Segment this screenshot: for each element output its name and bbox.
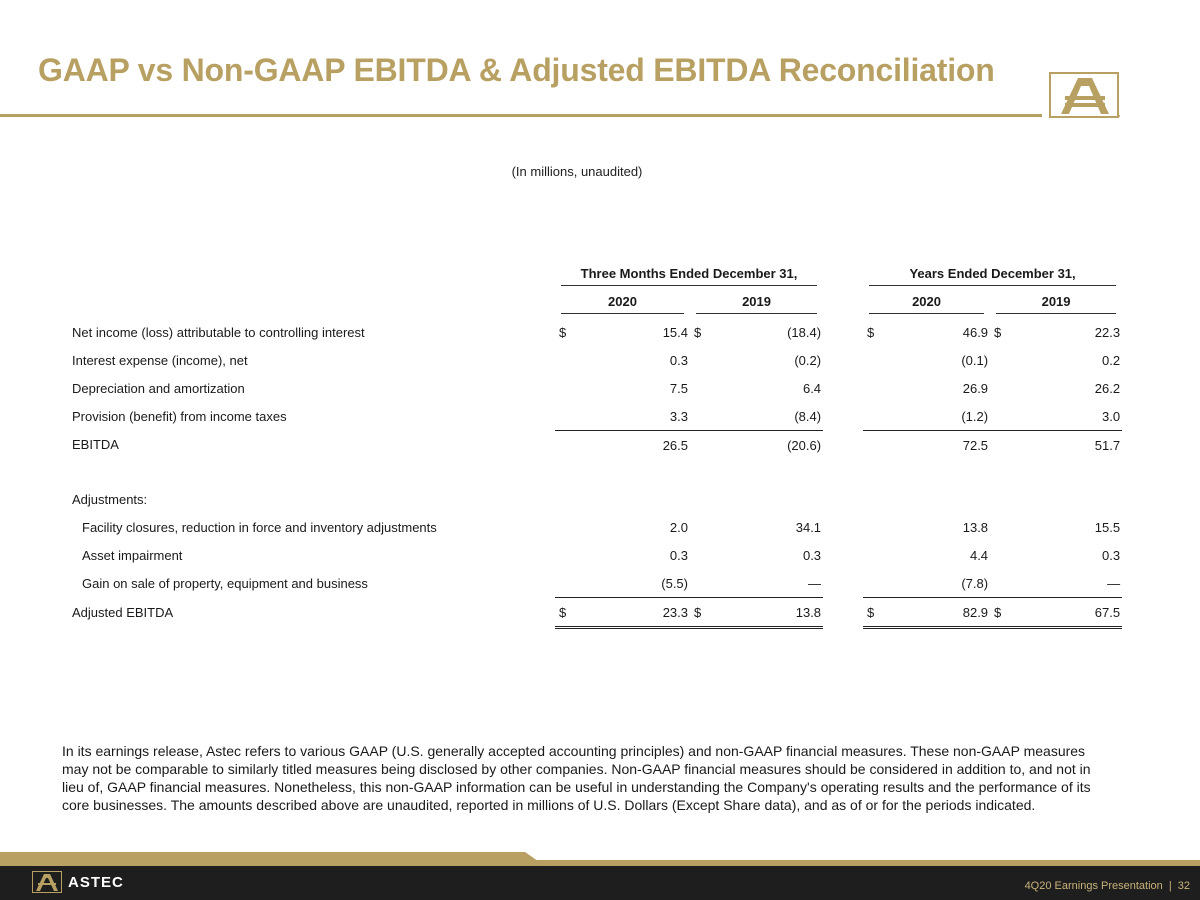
title-divider [0, 114, 1042, 117]
cell-value: 15.4 [662, 324, 688, 340]
cell-value: 0.3 [669, 352, 688, 368]
cell-value: 67.5 [1012, 598, 1122, 628]
currency-symbol: $ [867, 324, 875, 340]
year-header: 2020 [863, 290, 990, 318]
cell-value: 7.5 [669, 380, 688, 396]
year-header: 2020 [555, 290, 690, 318]
cell-value: 46.9 [962, 324, 989, 340]
row-label: Adjustments: [72, 491, 148, 507]
group-header-years: Years Ended December 31, [863, 262, 1122, 290]
cell-value: 51.7 [1094, 437, 1121, 453]
cell-value: 4.4 [969, 547, 989, 563]
cell-value: 82.9 [885, 598, 990, 628]
table-row-ebitda [62, 431, 1122, 460]
cell-value: 3.3 [577, 402, 690, 431]
table-row-section-heading [62, 485, 1122, 513]
cell-value: 0.3 [1101, 547, 1121, 563]
currency-symbol: $ [863, 598, 885, 628]
presentation-name: 4Q20 Earnings Presentation [1024, 880, 1163, 892]
cell-value: (0.1) [961, 352, 989, 368]
page-number: 32 [1177, 880, 1190, 892]
table-row [62, 569, 1122, 598]
cell-value: — [1012, 569, 1122, 598]
cell-value: 13.8 [962, 519, 989, 535]
footer-bar [0, 866, 1200, 900]
cell-value: — [712, 569, 823, 598]
footer-separator: | [1168, 880, 1172, 892]
currency-symbol: $ [690, 598, 712, 628]
row-label: Net income (loss) attributable to controlling interest [72, 324, 365, 340]
header-year-row [62, 290, 1122, 318]
currency-symbol: $ [994, 324, 1002, 340]
cell-value: 72.5 [962, 437, 989, 453]
astec-logo-icon [32, 871, 62, 893]
cell-value: 23.3 [577, 598, 690, 628]
cell-value: 0.3 [669, 547, 688, 563]
table-row [62, 513, 1122, 541]
spacer-row [62, 459, 1122, 485]
disclaimer-text: In its earnings release, Astec refers to various GAAP (U.S. generally accepted accounting principles) and non-GAAP financial measures. These non-GAAP measures may not be comparable to similarly titled measures being disclosed by other companies. Non-GAAP financial measures should be considered in addition to, and not in lieu of, GAAP financial measures. Nonetheless, this non-GAAP information can be useful in understanding the Company's operating results and the performance of its core businesses. The amounts described above are unaudited, reported in millions of U.S. Dollars (Except Share data), and as of or for the periods indicated. [62, 743, 1091, 813]
cell-value: 34.1 [795, 519, 822, 535]
page-title: GAAP vs Non-GAAP EBITDA & Adjusted EBITDA Reconciliation [38, 52, 995, 88]
page-footer [1025, 880, 1190, 892]
cell-value: 26.5 [662, 437, 688, 453]
reconciliation-table [62, 262, 1122, 629]
cell-value: 3.0 [1012, 402, 1122, 431]
row-label: Facility closures, reduction in force and inventory adjustments [82, 519, 437, 535]
currency-symbol: $ [990, 598, 1012, 628]
table-row [62, 402, 1122, 431]
row-label: Gain on sale of property, equipment and business [82, 575, 368, 591]
row-label: Depreciation and amortization [72, 380, 245, 396]
cell-value: (7.8) [885, 569, 990, 598]
cell-value: (1.2) [885, 402, 990, 431]
table-subtitle: (In millions, unaudited) [511, 164, 643, 179]
row-label: Interest expense (income), net [72, 352, 248, 368]
header-group-row [62, 262, 1122, 290]
footer-brand [32, 870, 124, 894]
year-header: 2019 [690, 290, 823, 318]
cell-value: 2.0 [669, 519, 688, 535]
cell-value: 26.9 [962, 380, 989, 396]
group-header-three-months: Three Months Ended December 31, [555, 262, 823, 290]
table-row [62, 318, 1122, 346]
table-row-adjusted-ebitda [62, 598, 1122, 628]
cell-value: 15.5 [1094, 519, 1121, 535]
cell-value: 13.8 [712, 598, 823, 628]
currency-symbol: $ [559, 324, 567, 340]
astec-logo-icon [1049, 72, 1121, 118]
cell-value: (18.4) [787, 324, 822, 340]
row-label: Adjusted EBITDA [72, 605, 174, 620]
row-label: Asset impairment [82, 547, 183, 563]
cell-value: (5.5) [577, 569, 690, 598]
row-label: EBITDA [72, 437, 119, 453]
cell-value: (0.2) [794, 352, 822, 368]
table-row [62, 346, 1122, 374]
currency-symbol: $ [694, 324, 702, 340]
table-row [62, 374, 1122, 402]
cell-value: (20.6) [787, 437, 822, 453]
currency-symbol: $ [555, 598, 577, 628]
brand-name: ASTEC [68, 873, 124, 891]
cell-value: 26.2 [1094, 380, 1121, 396]
cell-value: 6.4 [802, 380, 822, 396]
year-header: 2019 [990, 290, 1122, 318]
table-row [62, 541, 1122, 569]
cell-value: 0.2 [1101, 352, 1121, 368]
cell-value: 22.3 [1094, 324, 1121, 340]
cell-value: (8.4) [712, 402, 823, 431]
cell-value: 0.3 [802, 547, 822, 563]
row-label: Provision (benefit) from income taxes [72, 408, 287, 424]
